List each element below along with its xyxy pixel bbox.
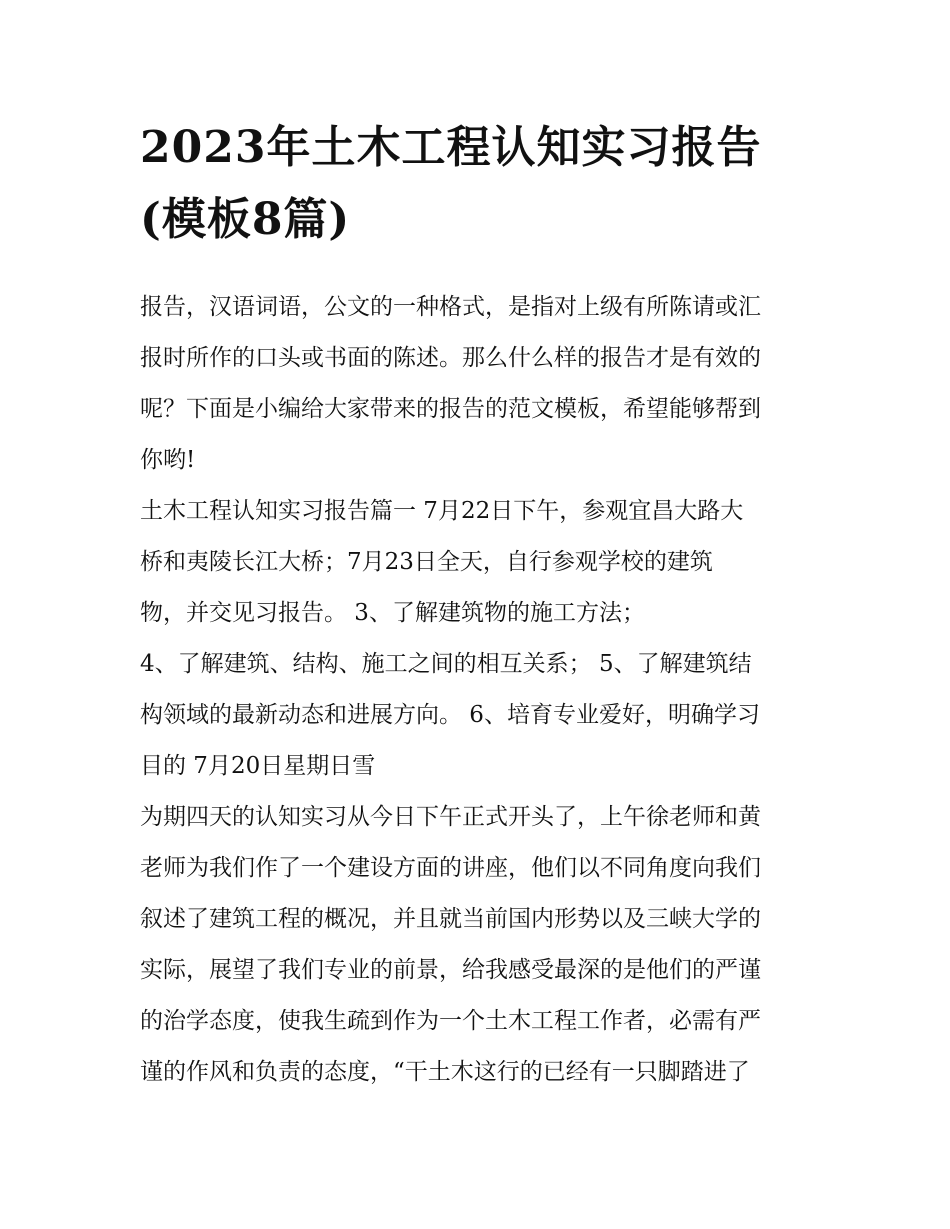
body-line: 桥和夷陵长江大桥；7月23日全天，自行参观学校的建筑: [140, 549, 713, 575]
body-line: 为期四天的认知实习从今日下午正式开头了，上午徐老师和黄: [140, 804, 761, 830]
body-line: 的治学态度，使我生疏到作为一个土木工程工作者，必需有严: [140, 1008, 761, 1034]
title-line: 2023年土木工程认知实习报告: [140, 122, 762, 173]
body-line: 报时所作的口头或书面的陈述。那么什么样的报告才是有效的: [140, 345, 761, 371]
body-line: 实际，展望了我们专业的前景，给我感受最深的是他们的严谨: [140, 957, 761, 983]
document-title: [140, 112, 820, 256]
body-line: 物，并交见习报告。 3、了解建筑物的施工方法；: [140, 600, 645, 626]
body-line: 老师为我们作了一个建设方面的讲座，他们以不同角度向我们: [140, 855, 761, 881]
body-line: 报告，汉语词语，公文的一种格式，是指对上级有所陈请或汇: [140, 294, 761, 320]
body-line: 你哟!: [140, 447, 196, 473]
body-line: 4、了解建筑、结构、施工之间的相互关系； 5、了解建筑结: [140, 651, 752, 677]
document-body: [140, 282, 820, 1098]
body-line: 谨的作风和负责的态度，“干土木这行的已经有一只脚踏进了: [140, 1059, 750, 1085]
body-line: 构领域的最新动态和进展方向。 6、培育专业爱好，明确学习: [140, 702, 760, 728]
body-line: 目的 7月20日星期日雪: [140, 753, 376, 779]
title-line: (模板8篇): [140, 194, 351, 245]
body-line: 土木工程认知实习报告篇一 7月22日下午，参观宜昌大路大: [140, 498, 744, 524]
body-line: 叙述了建筑工程的概况，并且就当前国内形势以及三峡大学的: [140, 906, 761, 932]
body-line: 呢？下面是小编给大家带来的报告的范文模板，希望能够帮到: [140, 396, 761, 422]
